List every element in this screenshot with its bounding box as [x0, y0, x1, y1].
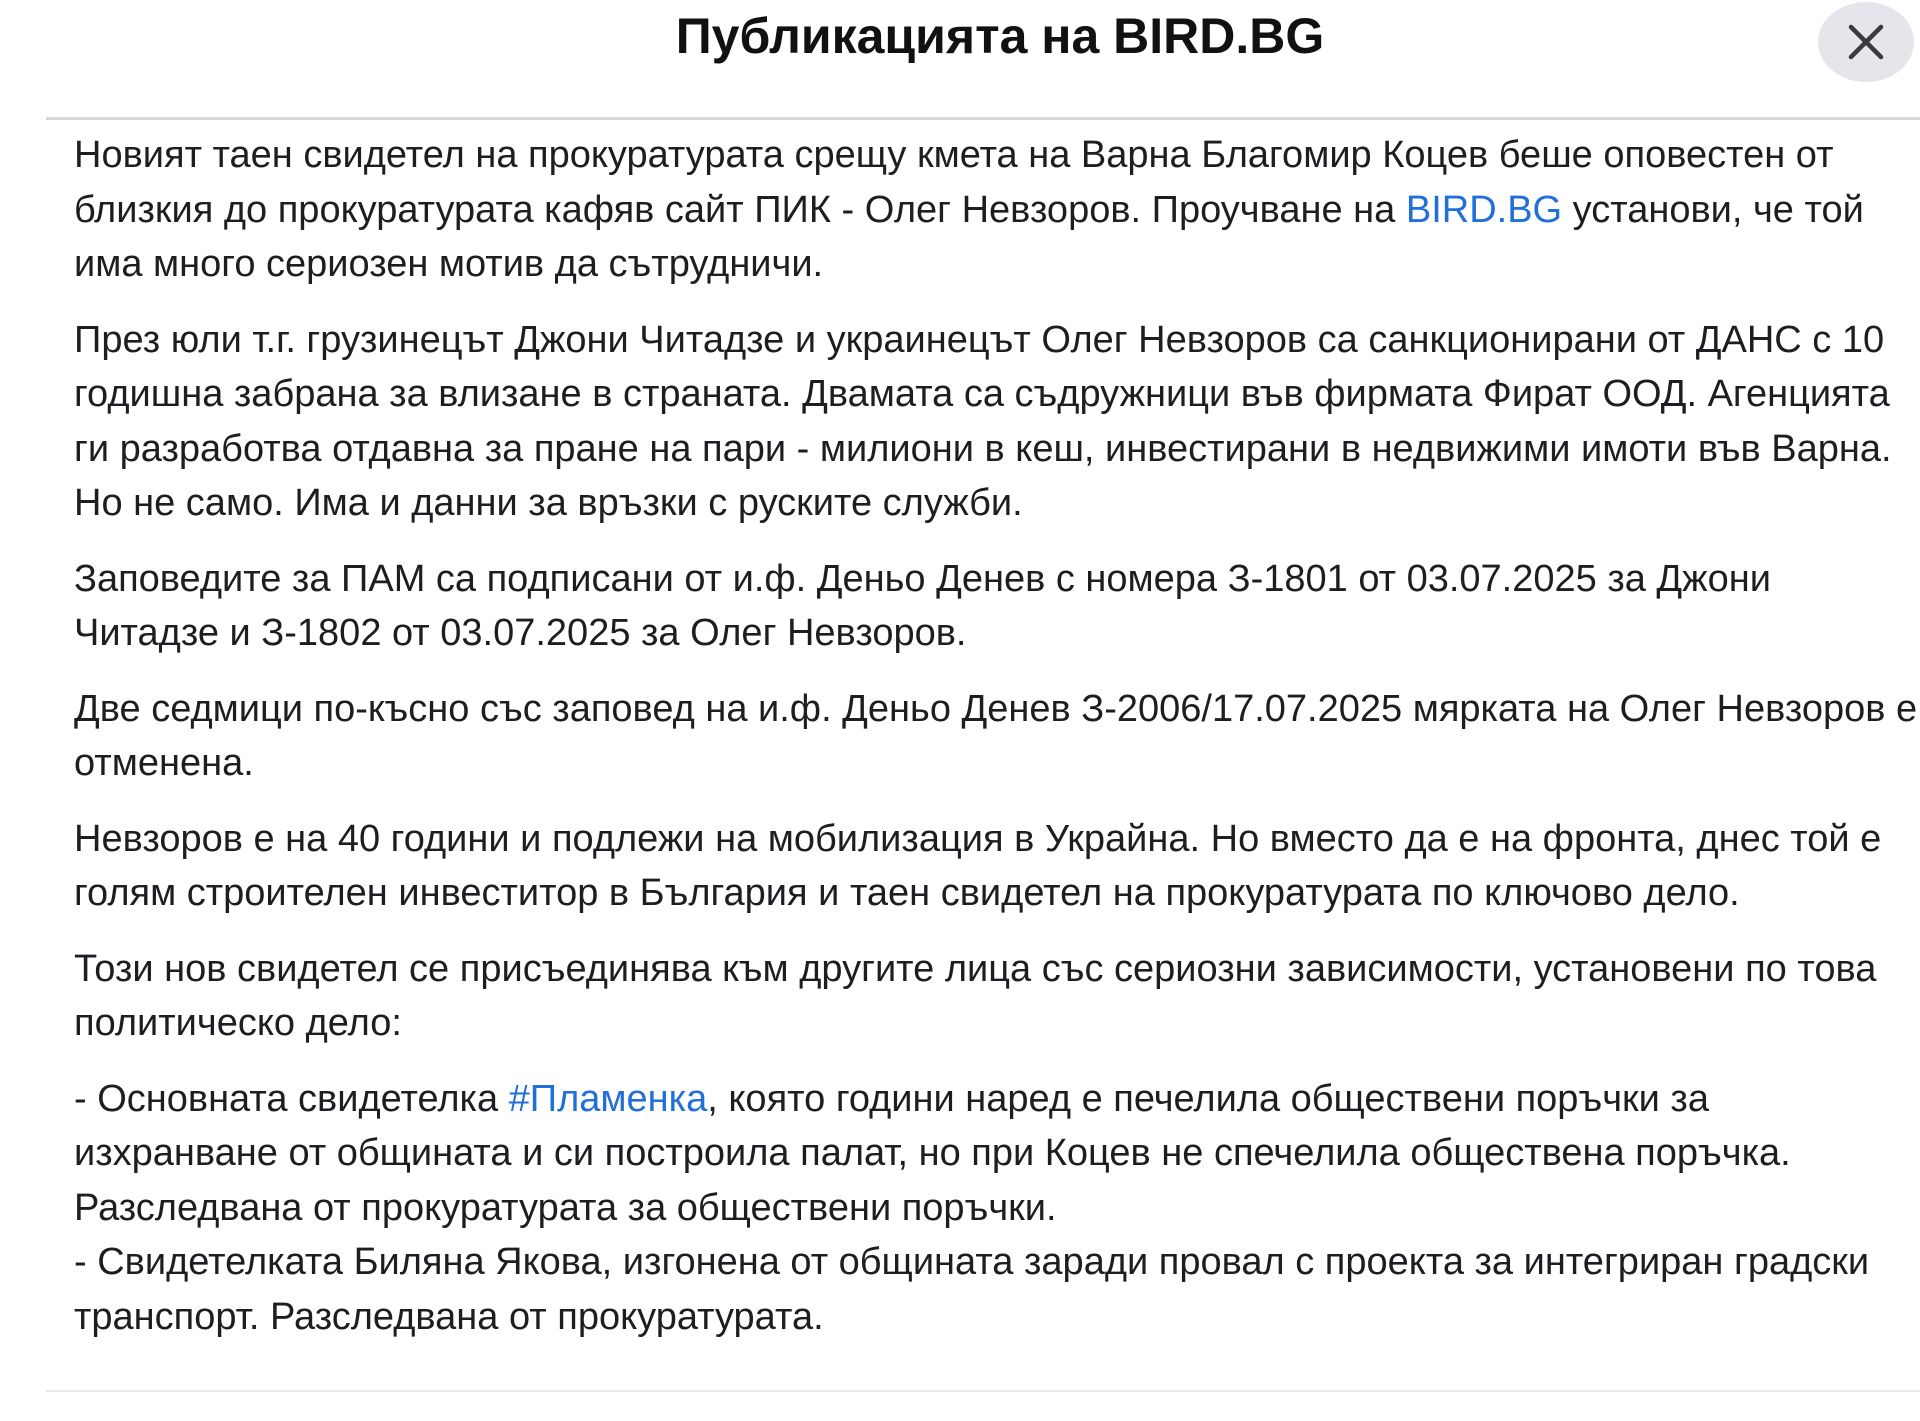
hashtag-plamenka-link[interactable]: #Пламенка — [508, 1077, 708, 1120]
post-paragraph-4: Две седмици по-късно със заповед на и.ф. Деньо Денев З-2006/17.07.2025 мярката на Олег Невзоров е отменена. — [74, 687, 1918, 784]
dialog-header — [0, 0, 1920, 118]
post-text: - Основната свидетелка — [74, 1077, 509, 1120]
post-text: , която години наред е печелила обществени поръчки за изхранване от общината и си построила палат, но при Коцев не спечелила обществена поръчка. Разследвана от прокуратурата за обществени поръчки. — [74, 1077, 1791, 1229]
post-paragraph-6: Този нов свидетел се присъединява към другите лица със сериозни зависимости, установени по това политическо дело: — [74, 947, 1877, 1044]
post-paragraph-1 — [74, 128, 1920, 292]
post-text: Новият таен свидетел на прокуратурата срещу кмета на Варна Благомир Коцев беше оповестен от близкия до прокуратурата кафяв сайт ПИК - Олег Невзоров. Проучване на — [74, 134, 1834, 231]
post-text: установи, че той има много сериозен мотив да сътрудничи. — [74, 188, 1864, 285]
close-icon — [1846, 22, 1886, 62]
bottom-divider — [46, 1390, 1920, 1392]
bird-bg-link[interactable]: BIRD.BG — [1405, 188, 1563, 231]
dialog-title: Публикацията на BIRD.BG — [675, 8, 1325, 64]
post-paragraph-7 — [74, 1072, 1920, 1345]
post-paragraph-3: Заповедите за ПАМ са подписани от и.ф. Деньо Денев с номера З-1801 от 03.07.2025 за Джони Читадзе и З-1802 от 03.07.2025 за Олег Невзоров. — [74, 557, 1771, 654]
header-divider — [46, 117, 1920, 120]
post-body — [74, 128, 1920, 1365]
close-button[interactable] — [1818, 2, 1914, 82]
post-text: - Свидетелката Биляна Якова, изгонена от общината заради провал с проекта за интегриран градски транспорт. Разследвана от прокуратурата. — [74, 1241, 1870, 1338]
post-paragraph-2: През юли т.г. грузинецът Джони Читадзе и украинецът Олег Невзоров са санкционирани от ДАНС с 10 годишна забрана за влизане в страната. Двамата са съдружници във фирмата Фират ООД. Агенцията ги разработва отдавна за пране на пари - милиони в кеш, инвестирани в недвижими имоти във Варна. Но не само. Има и данни за връзки с руските служби. — [74, 318, 1892, 524]
post-paragraph-5: Невзоров е на 40 години и подлежи на мобилизация в Украйна. Но вместо да е на фронта, днес той е голям строителен инвеститор в България и таен свидетел на прокуратурата по ключово дело. — [74, 817, 1882, 914]
